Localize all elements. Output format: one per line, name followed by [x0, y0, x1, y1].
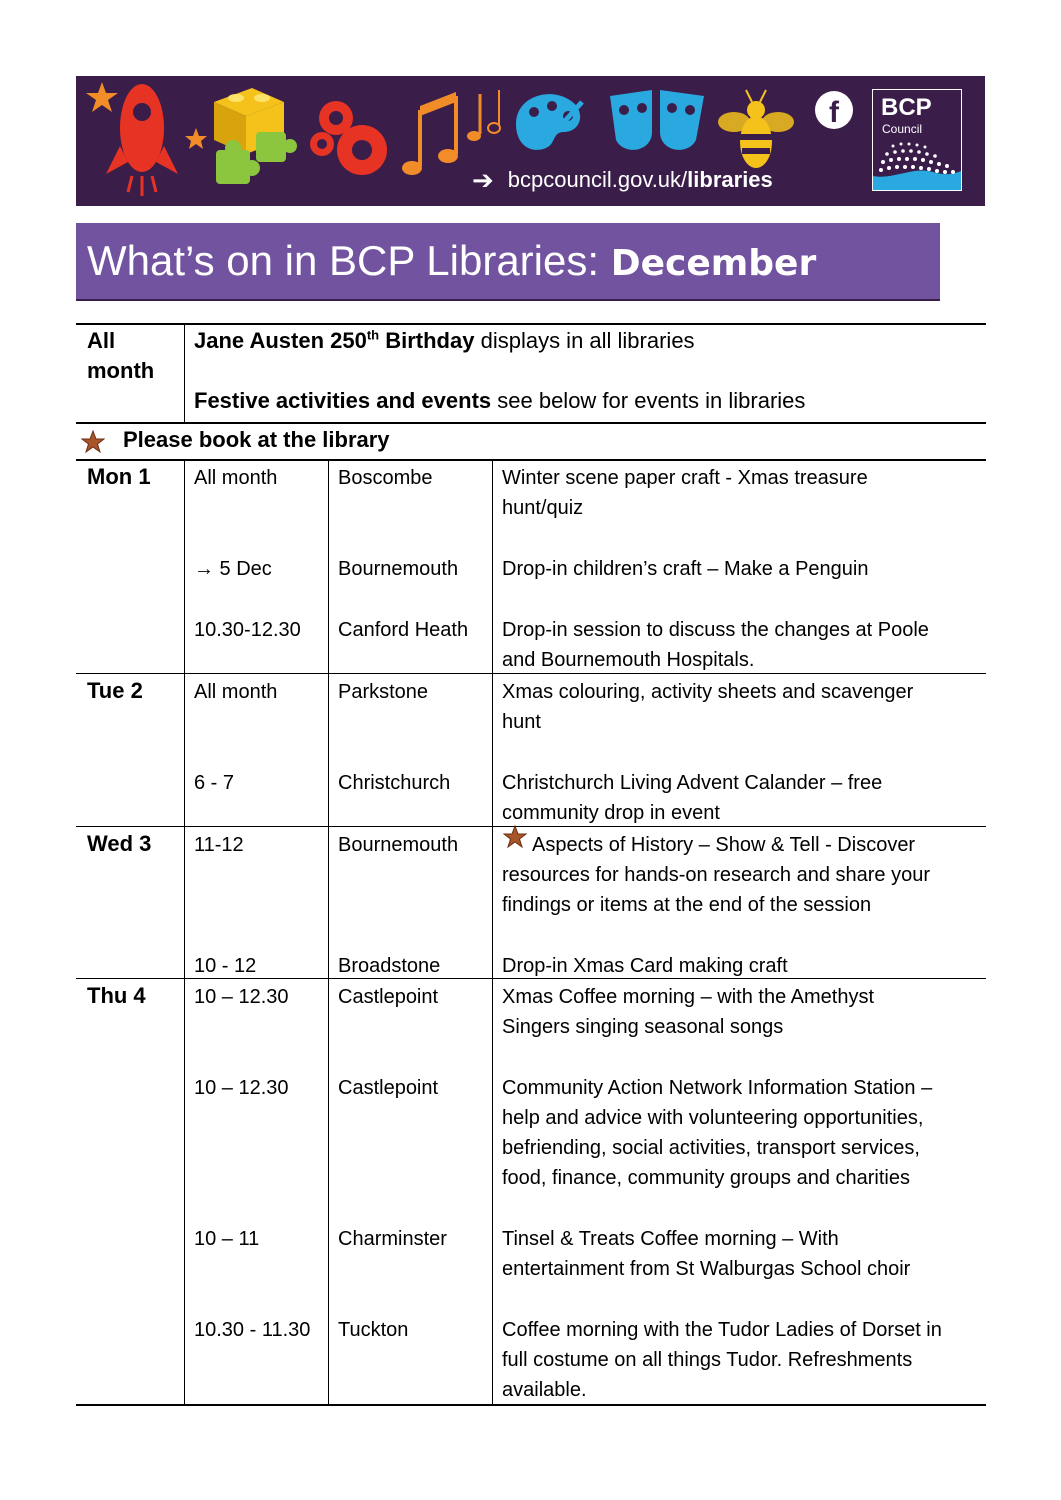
rocket-icon — [106, 84, 178, 196]
day-label: Mon 1 — [87, 464, 151, 489]
event-time: 10 – 12.30 — [194, 986, 289, 1008]
arrow-right-icon: ➔ — [472, 165, 494, 195]
star-icon — [81, 430, 105, 454]
event-time: All month — [194, 467, 278, 489]
theatre-masks-icon — [610, 90, 704, 150]
music-notes-icon — [402, 90, 500, 175]
gears-icon — [310, 101, 387, 175]
booking-note: Please book at the library — [123, 427, 390, 452]
event-library: Boscombe — [338, 467, 433, 489]
event-time: 10 - 12 — [194, 955, 257, 977]
bee-icon — [718, 90, 794, 168]
day-label: Tue 2 — [87, 678, 143, 703]
event-description: Community Action Network Information Station – help and advice with volunteering opportunities, befriending, social activities, transport services, food, finance, community groups and charities — [502, 1077, 933, 1189]
event-library: Tuckton — [338, 1319, 409, 1341]
table-rule — [76, 459, 986, 461]
event-description: Tinsel & Treats Coffee morning – With entertainment from St Walburgas School choir — [502, 1228, 911, 1280]
event-library: Bournemouth — [338, 558, 459, 580]
table-top-rule — [76, 323, 986, 325]
event-time: 10.30-12.30 — [194, 619, 301, 641]
star-icon — [86, 82, 118, 112]
event-time: → 5 Dec — [194, 558, 272, 580]
header-banner — [76, 76, 985, 206]
all-month-label: All month — [87, 328, 155, 383]
event-description: Drop-in children’s craft – Make a Penguin — [502, 558, 869, 580]
column-divider — [492, 461, 493, 1405]
all-month-line-1: Jane Austen 250th Birthday displays in all libraries — [194, 327, 695, 353]
facebook-icon[interactable]: f — [815, 91, 853, 129]
event-library: Broadstone — [338, 955, 441, 977]
event-description: Xmas Coffee morning – with the Amethyst Singers singing seasonal songs — [502, 986, 875, 1038]
event-description: Drop-in session to discuss the changes at Poole and Bournemouth Hospitals. — [502, 619, 929, 671]
event-library: Christchurch — [338, 772, 451, 794]
event-description: Drop-in Xmas Card making craft — [502, 955, 788, 977]
event-description: Christchurch Living Advent Calander – free community drop in event — [502, 772, 883, 824]
event-time: 10.30 - 11.30 — [194, 1319, 311, 1341]
library-website-link[interactable]: ➔ bcpcouncil.gov.uk/libraries — [472, 165, 773, 195]
event-description: Coffee morning with the Tudor Ladies of Dorset in full costume on all things Tudor. Refreshments available. — [502, 1319, 942, 1401]
event-time: 6 - 7 — [194, 772, 235, 794]
event-description: Xmas colouring, activity sheets and scavenger hunt — [502, 681, 914, 733]
palette-icon — [516, 94, 582, 150]
day-label: Thu 4 — [87, 983, 146, 1008]
event-library: Bournemouth — [338, 834, 459, 856]
event-description: Aspects of History – Show & Tell - Discover resources for hands-on research and share your findings or items at the end of the session — [502, 834, 931, 916]
event-time: All month — [194, 681, 278, 703]
event-library: Parkstone — [338, 681, 429, 703]
logo-dots-graphic — [873, 136, 962, 191]
bcp-council-logo: BCP Council — [872, 89, 962, 191]
all-month-line-2: Festive activities and events see below for events in libraries — [194, 388, 806, 413]
day-label: Wed 3 — [87, 831, 152, 856]
page-title-bar — [76, 223, 940, 301]
column-divider — [184, 461, 185, 1405]
star-icon — [185, 128, 207, 149]
event-description: Winter scene paper craft - Xmas treasure hunt/quiz — [502, 467, 868, 519]
event-time: 10 – 11 — [194, 1228, 260, 1250]
column-divider — [184, 324, 185, 423]
event-library: Castlepoint — [338, 1077, 439, 1099]
event-time: 11-12 — [194, 834, 244, 856]
event-library: Charminster — [338, 1228, 447, 1250]
table-rule — [76, 422, 986, 424]
event-time: 10 – 12.30 — [194, 1077, 289, 1099]
event-library: Canford Heath — [338, 619, 469, 641]
page-title: What’s on in BCP Libraries: December — [87, 237, 817, 284]
column-divider — [328, 461, 329, 1405]
event-library: Castlepoint — [338, 986, 439, 1008]
